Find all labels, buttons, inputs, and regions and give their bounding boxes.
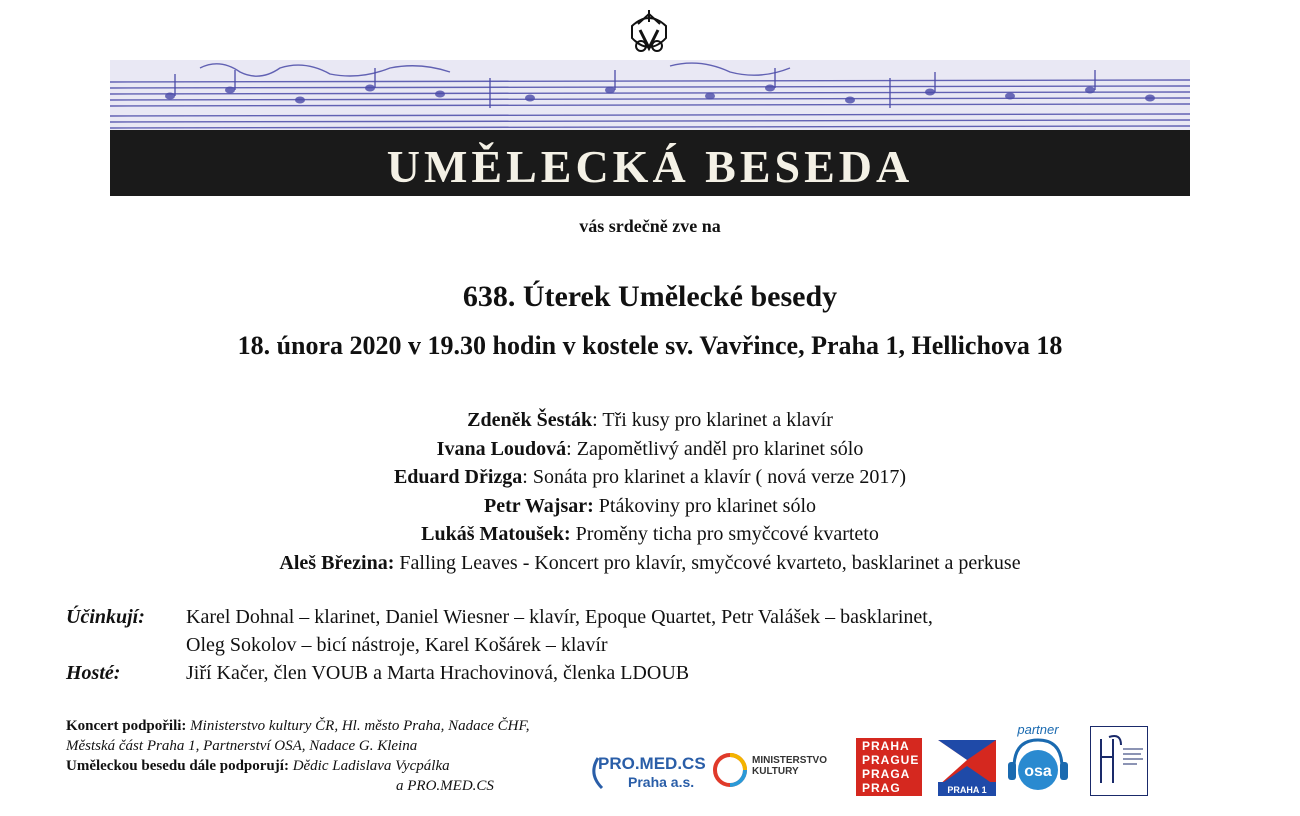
title-banner <box>110 130 1190 196</box>
osa-headphones-icon <box>1004 720 1076 796</box>
composer: Ivana Loudová <box>436 437 567 460</box>
praha-1-logo <box>938 740 996 796</box>
work: Proměny ticha pro smyčcové kvarteto <box>575 523 879 545</box>
svg-text:PRAHA 1: PRAHA 1 <box>947 785 987 795</box>
praha-city-logo: PRAHA PRAGUE PRAGA PRAG <box>856 738 922 796</box>
performers-label: Účinkují: <box>66 606 145 628</box>
banner-title: UMĚLECKÁ BESEDA <box>386 141 914 192</box>
program-item: Ivana Loudová: Zapomětlivý anděl pro klarinet sólo <box>436 437 864 460</box>
performers-line-2: Oleg Sokolov – bicí nástroje, Karel Košárek – klavír <box>186 634 608 656</box>
performers-line-1: Karel Dohnal – klarinet, Daniel Wiesner – klavír, Epoque Quartet, Petr Valášek – basklarinet, <box>186 606 933 628</box>
promed-cs-logo: PRO.MED.CS Praha a.s. <box>588 752 700 792</box>
program-item <box>0 492 1300 521</box>
composer: Aleš Březina: <box>279 551 395 574</box>
support-label: Koncert podpořili: <box>66 718 187 734</box>
composer: Zdeněk Šesták <box>467 409 593 431</box>
work: Falling Leaves - Koncert pro klavír, smyčcové kvarteto, basklarinet a perkuse <box>399 551 1021 574</box>
svg-text:osa: osa <box>1024 763 1052 780</box>
composer: Petr Wajsar: <box>484 494 594 517</box>
nadace-ceskeho-hudebniho-fondu-logo <box>1090 726 1148 796</box>
guests-label: Hosté: <box>66 662 121 684</box>
event-title: 638. Úterek Umělecké besedy <box>462 280 838 313</box>
guests-text: Jiří Kačer, člen VOUB a Marta Hrachovinová, členka LDOUB <box>186 662 690 684</box>
program-item <box>0 549 1300 578</box>
praha-1-flag-icon <box>938 740 996 796</box>
work: Ptákoviny pro klarinet sólo <box>598 494 816 517</box>
work: Tři kusy pro klarinet a klavír <box>602 409 833 431</box>
ministerstvo-kultury-logo: MINISTERSTVO KULTURY <box>710 750 836 790</box>
manuscript-staves-decoration <box>110 60 1190 130</box>
support-label-2: Uměleckou besedu dále podporují: <box>66 758 289 774</box>
svg-text:partner: partner <box>1017 722 1059 737</box>
program-item: Zdeněk Šesták: Tři kusy pro klarinet a klavír <box>467 409 833 431</box>
program-item <box>0 520 1300 549</box>
composer: Lukáš Matoušek: <box>421 523 571 545</box>
program-list <box>0 406 1300 577</box>
program-item: Eduard Dřizga: Sonáta pro klarinet a klavír ( nová verze 2017) <box>393 466 907 488</box>
work: Zapomětlivý anděl pro klarinet sólo <box>576 437 864 460</box>
invitation-line: vás srdečně zve na <box>579 216 721 236</box>
event-date-venue: 18. února 2020 v 19.30 hodin v kostele sv. Vavřince, Praha 1, Hellichova 18 <box>237 331 1063 360</box>
nadace-chf-emblem-icon <box>1091 727 1147 795</box>
supporters-block: Koncert podpořili: Ministerstvo kultury ČR, Hl. město Praha, Nadace ČHF, Městská část Praha 1, Partnerství OSA, Nadace G. Kleina Uměleckou besedu dále podporují: Dědic Ladislava Vycpálka a PRO.MED.CS <box>66 718 530 794</box>
composer: Eduard Dřizga <box>393 466 523 488</box>
ministry-emblem-icon <box>710 750 750 790</box>
osa-partner-logo <box>1004 720 1076 796</box>
umelecka-beseda-crest-logo <box>626 8 672 58</box>
music-manuscript-banner-image <box>110 60 1190 130</box>
work: Sonáta pro klarinet a klavír ( nová verze 2017) <box>532 466 907 488</box>
